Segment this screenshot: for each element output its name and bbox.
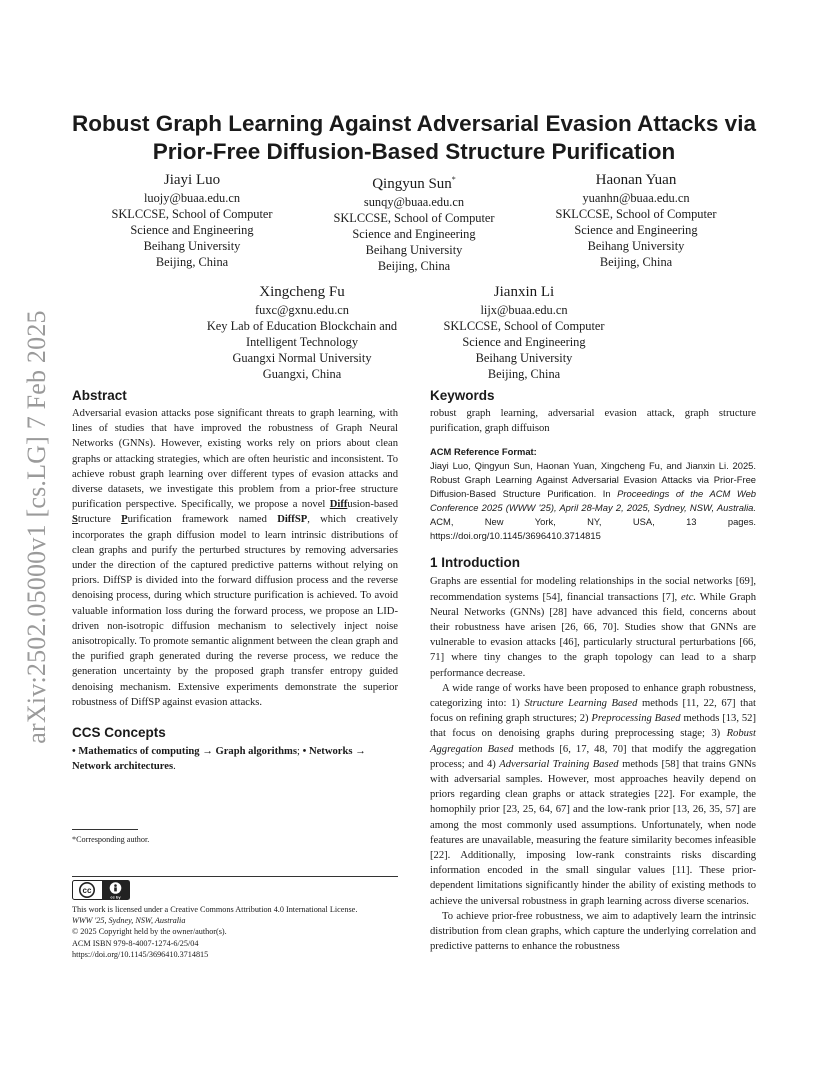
- author-affiliation: SKLCCSE, School of Computer: [333, 211, 495, 225]
- acm-reference: Jiayi Luo, Qingyun Sun, Haonan Yuan, Xingcheng Fu, and Jianxin Li. 2025. Robust Graph Learning Against Adversarial Evasion Attacks via Prior-Free Diffusion-Based Structure Purification. In Proceedings of the ACM Web Conference 2025 (WWW '25), April 28-May 2, 2025, Sydney, NSW, Australia. ACM, New York, NY, USA, 13 pages. https://doi.org/10.1145/3696410.3714815: [430, 460, 756, 542]
- author-email: sunqy@buaa.edu.cn: [363, 195, 465, 209]
- keywords-text: robust graph learning, adversarial evasion attack, graph structure purification, graph diffuison: [430, 408, 756, 435]
- venue-line: WWW '25, Sydney, NSW, Australia: [72, 916, 186, 926]
- title-line-2: Prior-Free Diffusion-Based Structure Purification: [152, 139, 676, 164]
- author-name: Jianxin Li: [493, 284, 555, 300]
- author-affiliation: Science and Engineering: [130, 223, 254, 237]
- author-affiliation: SKLCCSE, School of Computer: [111, 207, 273, 221]
- keywords-heading: Keywords: [430, 388, 495, 403]
- acm-ref-heading: ACM Reference Format:: [430, 446, 537, 458]
- author-name: Qingyun Sun*: [372, 175, 456, 192]
- copyright-line: © 2025 Copyright held by the owner/author(s).: [72, 927, 227, 937]
- ccs-concepts: • Mathematics of computing → Graph algorithms; • Networks → Network architectures.: [72, 746, 366, 773]
- doi-link[interactable]: https://doi.org/10.1145/3696410.3714815: [72, 949, 209, 959]
- abstract-text: Adversarial evasion attacks pose significant threats to graph learning, with lines of studies that have improved the robustness of Graph Neural Networks (GNNs). However, existing works rely on priors about clean graphs or attacking strategies, which are often heuristic and inconsistent. To achieve robust graph learning over different types of evasion attacks and diverse datasets, we investigate this problem from a prior-free structure purification perspective. Specifically, we propose a novel Diffusion-based Structure Purification framework named DiffSP, which creatively incorporates the graph diffusion model to learn intrinsic distributions of clean graphs and purify the perturbed structures by removing adversaries under the direction of the captured predictive patterns without relying on priors. DiffSP is divided into the forward diffusion process and the reverse denoising process, during which structure purification is achieved. To avoid valuable information loss during the forward process, we propose an LID-driven non-isotropic diffusion mechanism to selectively inject noise anisotropically. To promote semantic alignment between the clean graph and the purified graph generated during the reverse process, we reduce the generation uncertainty by the proposed graph transfer entropy guided denoising mechanism. Extensive experiments demonstrate the superior robustness of DiffSP against evasion attacks.: [72, 408, 399, 708]
- cc-by-logo: [72, 880, 130, 900]
- footnote-rule: [72, 829, 138, 830]
- footnote: *Corresponding author.: [72, 835, 150, 844]
- ccs-heading: CCS Concepts: [72, 725, 166, 741]
- author-affiliation: Guangxi, China: [262, 367, 342, 381]
- author-email: fuxc@gxnu.edu.cn: [255, 303, 349, 317]
- author-block: [526, 170, 746, 270]
- license-line: This work is licensed under a Creative Commons Attribution 4.0 International License.: [72, 905, 358, 914]
- intro-heading: 1 Introduction: [430, 555, 520, 571]
- intro-paragraph: A wide range of works have been proposed to enhance graph robustness, categorizing into: 1) Structure Learning Based methods [11, 22, 67] that focus on refining graph structures; 2) Preprocessing Based methods [13, 52] that focus on denoising graphs during preprocessing stage; 3) Robust Aggregation Based methods [6, 17, 48, 70] that modify the aggregation process; and 4) Adversarial Training Based methods [58] that trains GNNs with adversarial samples. However, most approaches heavily depend on priors regarding clean graphs or attack strategies [22]. For example, the homophily prior [23, 25, 64, 67] and the low-rank prior [13, 26, 35, 57] are among the most commonly used assumptions. Unfortunately, when node features are unavailable, measuring the feature similarity becomes infeasible [22]. Additionally, imposing low-rank constraints risks discarding information encoded in the small singular values [11]. These prior-dependent limitations significantly hinder the ability of existing methods to achieve the universal robustness in graph learning across diverse scenarios.: [430, 682, 757, 907]
- intro-paragraph: To achieve prior-free robustness, we aim to adaptively learn the intrinsic distribution from clean graphs, which capture the underlying correlation and predictive patterns to enhance the robustness: [430, 910, 756, 953]
- author-name: Xingcheng Fu: [259, 284, 345, 300]
- paper-title: [60, 110, 768, 166]
- author-affiliation: SKLCCSE, School of Computer: [443, 319, 605, 333]
- author-affiliation: Science and Engineering: [574, 223, 698, 237]
- author-affiliation: Beihang University: [587, 239, 685, 253]
- title-line-1: Robust Graph Learning Against Adversarial Evasion Attacks via: [72, 111, 756, 136]
- author-affiliation: SKLCCSE, School of Computer: [555, 207, 717, 221]
- author-block: [82, 170, 302, 270]
- author-block: [192, 282, 412, 382]
- right-column: [430, 388, 756, 954]
- author-email: lijx@buaa.edu.cn: [480, 303, 568, 317]
- author-block: [304, 170, 524, 274]
- author-affiliation: Science and Engineering: [352, 227, 476, 241]
- author-affiliation: Guangxi Normal University: [232, 351, 372, 365]
- arxiv-id: arXiv:2502.05000v1 [cs.LG] 7 Feb 2025: [22, 310, 51, 744]
- corresponding-mark: *: [451, 175, 456, 184]
- author-name: Haonan Yuan: [595, 172, 677, 188]
- arxiv-sidebar: [22, 292, 52, 762]
- isbn-line: ACM ISBN 979-8-4007-1274-6/25/04: [72, 938, 199, 948]
- cc-label: cc by: [110, 894, 121, 900]
- author-email: yuanhn@buaa.edu.cn: [582, 191, 690, 205]
- author-affiliation: Intelligent Technology: [245, 335, 359, 349]
- intro-paragraph: Graphs are essential for modeling relationships in the social networks [69], recommendation systems [54], financial transactions [7], etc. While Graph Neural Networks (GNNs) [28] have advanced this field, concerns about their robustness have arisen [26, 66, 70]. Studies show that GNNs are vulnerable to evasion attacks [46], particularly structural perturbations [66, 71] where tiny changes to the graph topology can lead to a sharp performance decrease.: [430, 576, 756, 679]
- svg-text:cc: cc: [82, 886, 92, 895]
- author-affiliation: Science and Engineering: [462, 335, 586, 349]
- left-column: [72, 388, 398, 774]
- author-affiliation: Beihang University: [365, 243, 463, 257]
- author-affiliation: Beihang University: [143, 239, 241, 253]
- author-affiliation: Beijing, China: [487, 367, 561, 381]
- license-rule: [72, 876, 398, 877]
- author-affiliation: Beihang University: [475, 351, 573, 365]
- abstract-heading: Abstract: [72, 388, 127, 403]
- author-affiliation: Beijing, China: [377, 259, 451, 273]
- author-block: [414, 282, 634, 382]
- author-affiliation: Beijing, China: [155, 255, 229, 269]
- author-name: Jiayi Luo: [163, 172, 221, 188]
- author-affiliation: Beijing, China: [599, 255, 673, 269]
- author-affiliation: Key Lab of Education Blockchain and: [206, 319, 398, 333]
- author-email: luojy@buaa.edu.cn: [143, 191, 241, 205]
- license-block: [72, 904, 402, 960]
